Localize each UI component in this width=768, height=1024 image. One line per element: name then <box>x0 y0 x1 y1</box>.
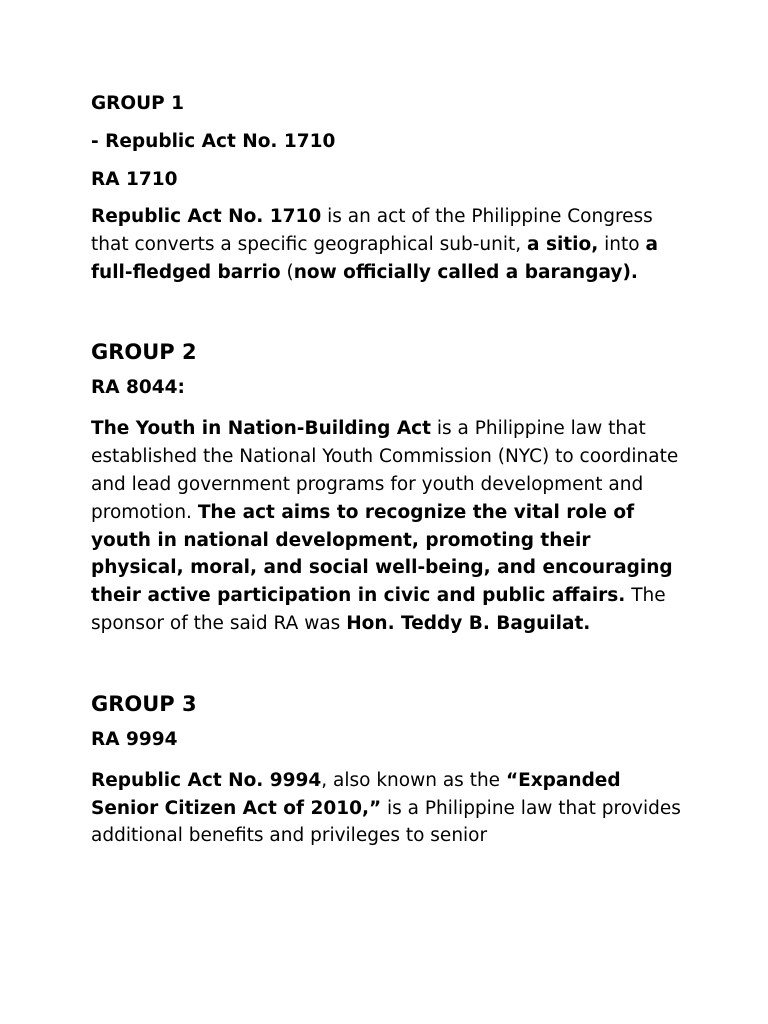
group2-title: GROUP 2 <box>91 340 197 365</box>
group1-ra-heading: RA 1710 <box>91 169 178 190</box>
group2-para-run: The sponsor of the said RA was <box>91 585 666 634</box>
document-page <box>91 93 683 850</box>
group1-para-run: is an act of the Philippine Congress that converts a specific geographical sub-unit, <box>91 206 653 255</box>
group1-para-run: a sitio, <box>527 233 599 255</box>
group1-paragraph <box>91 203 683 286</box>
group3-title: GROUP 3 <box>91 691 197 716</box>
group2-para-run: is a Philippine law that established the National Youth Commission (NYC) to coordinate and lead government programs for youth development and promotion. <box>91 418 679 523</box>
group1-para-run: ( <box>280 261 294 283</box>
group3-para-run: is a Philippine law that provides additional benefits and privileges to senior <box>91 797 681 847</box>
group1-title: GROUP 1 <box>91 93 185 114</box>
group1-para-run: into <box>598 233 646 255</box>
group3-para-run: “Expanded Senior Citizen Act of 2010,” <box>91 769 621 819</box>
group3-ra-heading: RA 9994 <box>91 728 178 750</box>
group2-para-run: The act aims to recognize the vital role of youth in national development, promoting their physical, moral, and social well-being, and encouraging their active participation in civic and public affairs. <box>91 501 673 607</box>
group3-paragraph <box>91 767 683 850</box>
group2-paragraph <box>91 415 683 637</box>
group1-para-run: now officially called a barangay). <box>293 261 638 283</box>
group2-ra-heading: RA 8044: <box>91 377 185 399</box>
group1-para-run: a full-fledged barrio <box>91 233 658 283</box>
group3-para-run: Republic Act No. 9994 <box>91 769 322 791</box>
group1-subtitle: - Republic Act No. 1710 <box>91 131 336 152</box>
group3-para-run: , also known as the <box>321 769 506 791</box>
group2-para-run: The Youth in Nation-Building Act <box>91 418 431 440</box>
group1-para-run: Republic Act No. 1710 <box>91 206 322 227</box>
group2-para-run: Hon. Teddy B. Baguilat. <box>346 612 591 634</box>
